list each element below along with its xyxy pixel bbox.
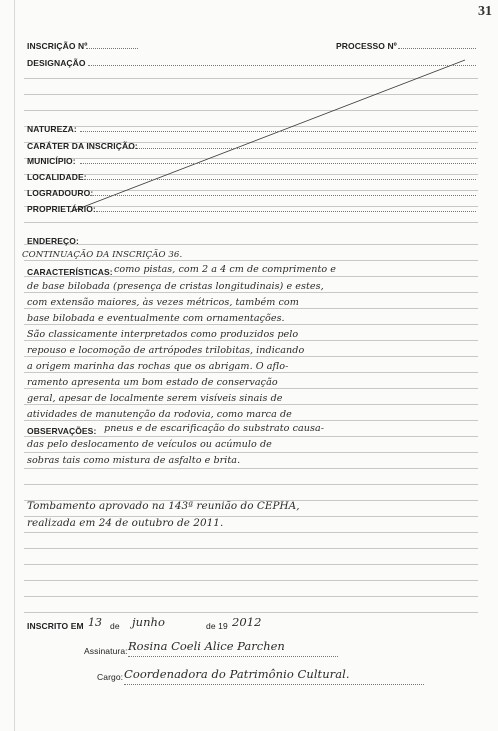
signature: Rosina Coeli Alice Parchen [128,639,285,653]
caracteristicas-label: CARACTERÍSTICAS: [27,267,113,277]
caracteristicas-line: ramento apresenta um bom estado de conservação [27,377,278,388]
caracteristicas-line: a origem marinha das rochas que os abrigam. O aflo- [27,361,289,372]
caracteristicas-line: com extensão maiores, às vezes métricos, também com [27,297,299,308]
inscrito-label: INSCRITO EM [27,621,84,631]
inscricao-dots [86,42,138,49]
caracteristicas-line: base bilobada e eventualmente com ornamentações. [27,313,285,324]
page-number: 31 [478,4,492,19]
observacoes-line: das pelo deslocamento de veículos ou acúmulo de [27,439,272,450]
processo-label: PROCESSO Nº [336,41,397,51]
observacoes-label: OBSERVAÇÕES: [27,426,97,436]
caracteristicas-line: atividades de manutenção da rodovia, como marca de [27,409,292,420]
municipio-dots [80,157,476,164]
caracteristicas-line: de base bilobada (presença de cristas longitudinais) e estes, [27,281,324,292]
inscrito-day: 13 [88,616,103,629]
processo-dots [398,42,476,49]
tombamento-line: Tombamento aprovado na 143ª reunião do CEPHA, [27,500,300,512]
caracteristicas-line: geral, apesar de localmente serem visíveis sinais de [27,393,283,404]
logradouro-dots [90,189,476,196]
caracteristicas-line: repouso e locomoção de artrópodes trilobitas, indicando [27,345,305,356]
assinatura-label: Assinatura: [84,646,128,656]
inscrito-de-2: de 19 [206,621,228,631]
inscrito-de-1: de [110,621,120,631]
proprietario-label: PROPRIETÁRIO: [27,204,96,214]
endereco-label: ENDEREÇO: [27,236,79,246]
carater-dots [128,142,476,149]
designacao-dots [88,59,476,66]
caracteristicas-line: como pistas, com 2 a 4 cm de comprimento e [114,264,337,275]
cargo-label: Cargo: [97,672,124,682]
natureza-dots [80,125,476,132]
natureza-label: NATUREZA: [27,124,77,134]
inscrito-year: 2012 [232,615,262,629]
proprietario-dots [96,205,476,212]
localidade-label: LOCALIDADE: [27,172,87,182]
tombamento-line: realizada em 24 de outubro de 2011. [27,517,224,529]
observacoes-line: pneus e de escarificação do substrato causa- [104,423,325,434]
logradouro-label: LOGRADOURO: [27,188,94,198]
cargo-value: Coordenadora do Patrimônio Cultural. [124,667,350,681]
inscrito-month: junho [132,615,165,629]
localidade-dots [84,173,476,180]
continuation-note: CONTINUAÇÃO DA INSCRIÇÃO 36. [22,250,183,260]
caracteristicas-line: São classicamente interpretados como produzidos pelo [27,329,299,340]
carater-label: CARÁTER DA INSCRIÇÃO: [27,141,138,151]
cargo-dots [124,678,424,685]
assinatura-dots [128,650,338,657]
observacoes-line: sobras tais como mistura de asfalto e brita. [27,455,241,466]
designacao-label: DESIGNAÇÃO [27,58,86,68]
inscricao-label: INSCRIÇÃO Nº [27,41,88,51]
municipio-label: MUNICÍPIO: [27,156,76,166]
